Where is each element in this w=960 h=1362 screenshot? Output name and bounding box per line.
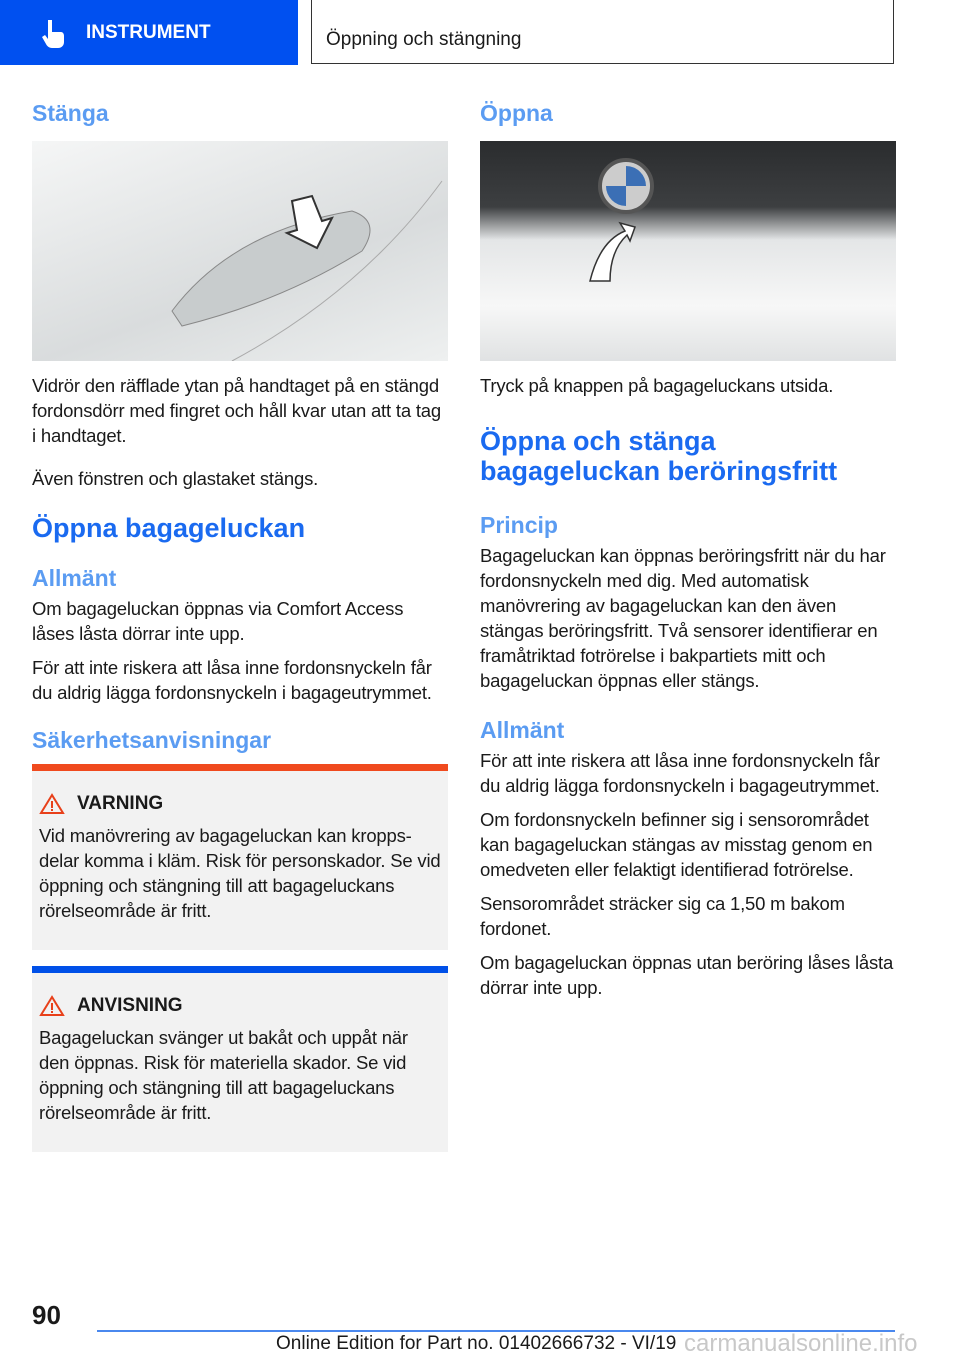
breadcrumb: Öppning och stängning <box>311 0 894 64</box>
watermark: carmanualsonline.info <box>684 1330 918 1357</box>
notice-title: ANVISNING <box>77 995 183 1016</box>
close-heading: Stänga <box>32 100 109 126</box>
open-text: Tryck på knappen på bagageluckans utsida. <box>480 375 834 396</box>
hand-pointer-icon <box>40 18 66 48</box>
edition-text: Online Edition for Part no. 01402666732 - VI/19 <box>276 1333 677 1354</box>
door-handle-image <box>32 141 448 361</box>
touchless-heading: Öppna och stänga bagageluckan beröringsfritt <box>480 426 838 486</box>
warning-title: VARNING <box>77 793 164 814</box>
notice-text: Bagageluckan svänger ut bakåt och uppåt när den öppnas. Risk för materiella skador. Se vid öppning och stängning till att bagageluckans rörelseområde är fritt. <box>39 1027 408 1123</box>
section-label: INSTRUMENT <box>86 21 211 43</box>
warning-box <box>32 764 448 950</box>
principle-heading: Princip <box>480 512 558 538</box>
warning-triangle-icon <box>39 995 65 1017</box>
right-column <box>480 100 896 1009</box>
trunk-button-image <box>480 141 896 361</box>
left-column <box>32 100 448 1152</box>
right-p1: För att inte riskera att låsa inne fordonsnyckeln får du aldrig lägga fordonsnyckeln i bagageutrymmet. <box>480 750 880 796</box>
page-number: 90 <box>32 1300 61 1330</box>
open-trunk-heading: Öppna bagageluckan <box>32 513 306 543</box>
section-tab[interactable] <box>0 0 298 65</box>
principle-text: Bagageluckan kan öppnas beröringsfritt när du har fordonsnyckeln med dig. Med automatisk manövrering av bagageluckan kan den även stängas beröringsfritt. Två sensorer identifierar en framåtriktad fotrörelse i bakpartiets mitt och bagageluckan öppnas eller stängs. <box>480 545 886 691</box>
right-p3: Sensorområdet sträcker sig ca 1,50 m bakom fordonet. <box>480 893 845 939</box>
close-text-2: Även fönstren och glastaket stängs. <box>32 468 319 489</box>
warning-triangle-icon <box>39 793 65 815</box>
right-general-heading: Allmänt <box>480 717 565 743</box>
right-p2: Om fordonsnyckeln befinner sig i sensorområdet kan bagageluckan stängas av misstag genom en omedveten eller felaktigt identifierad fotrörelse. <box>480 809 873 880</box>
safety-heading: Säkerhetsanvisningar <box>32 727 272 753</box>
close-text: Vidrör den räfflade ytan på handtaget på en stängd fordonsdörr med fingret och håll kvar utan att ta tag i handtaget. <box>32 375 441 446</box>
warning-text: Vid manövrering av bagageluckan kan kroppsdelar komma i kläm. Risk för personskador. Se vid öppning och stängning till att bagageluckans rörelseområde är fritt. <box>39 825 441 921</box>
general-p1: Om bagageluckan öppnas via Comfort Access låses låsta dörrar inte upp. <box>32 598 404 644</box>
general-p2: För att inte riskera att låsa inne fordonsnyckeln får du aldrig lägga fordonsnyckeln i bagageutrymmet. <box>32 657 432 703</box>
notice-box <box>32 966 448 1152</box>
open-heading: Öppna <box>480 100 553 126</box>
general-heading: Allmänt <box>32 565 117 591</box>
right-p4: Om bagageluckan öppnas utan beröring låses låsta dörrar inte upp. <box>480 952 894 998</box>
